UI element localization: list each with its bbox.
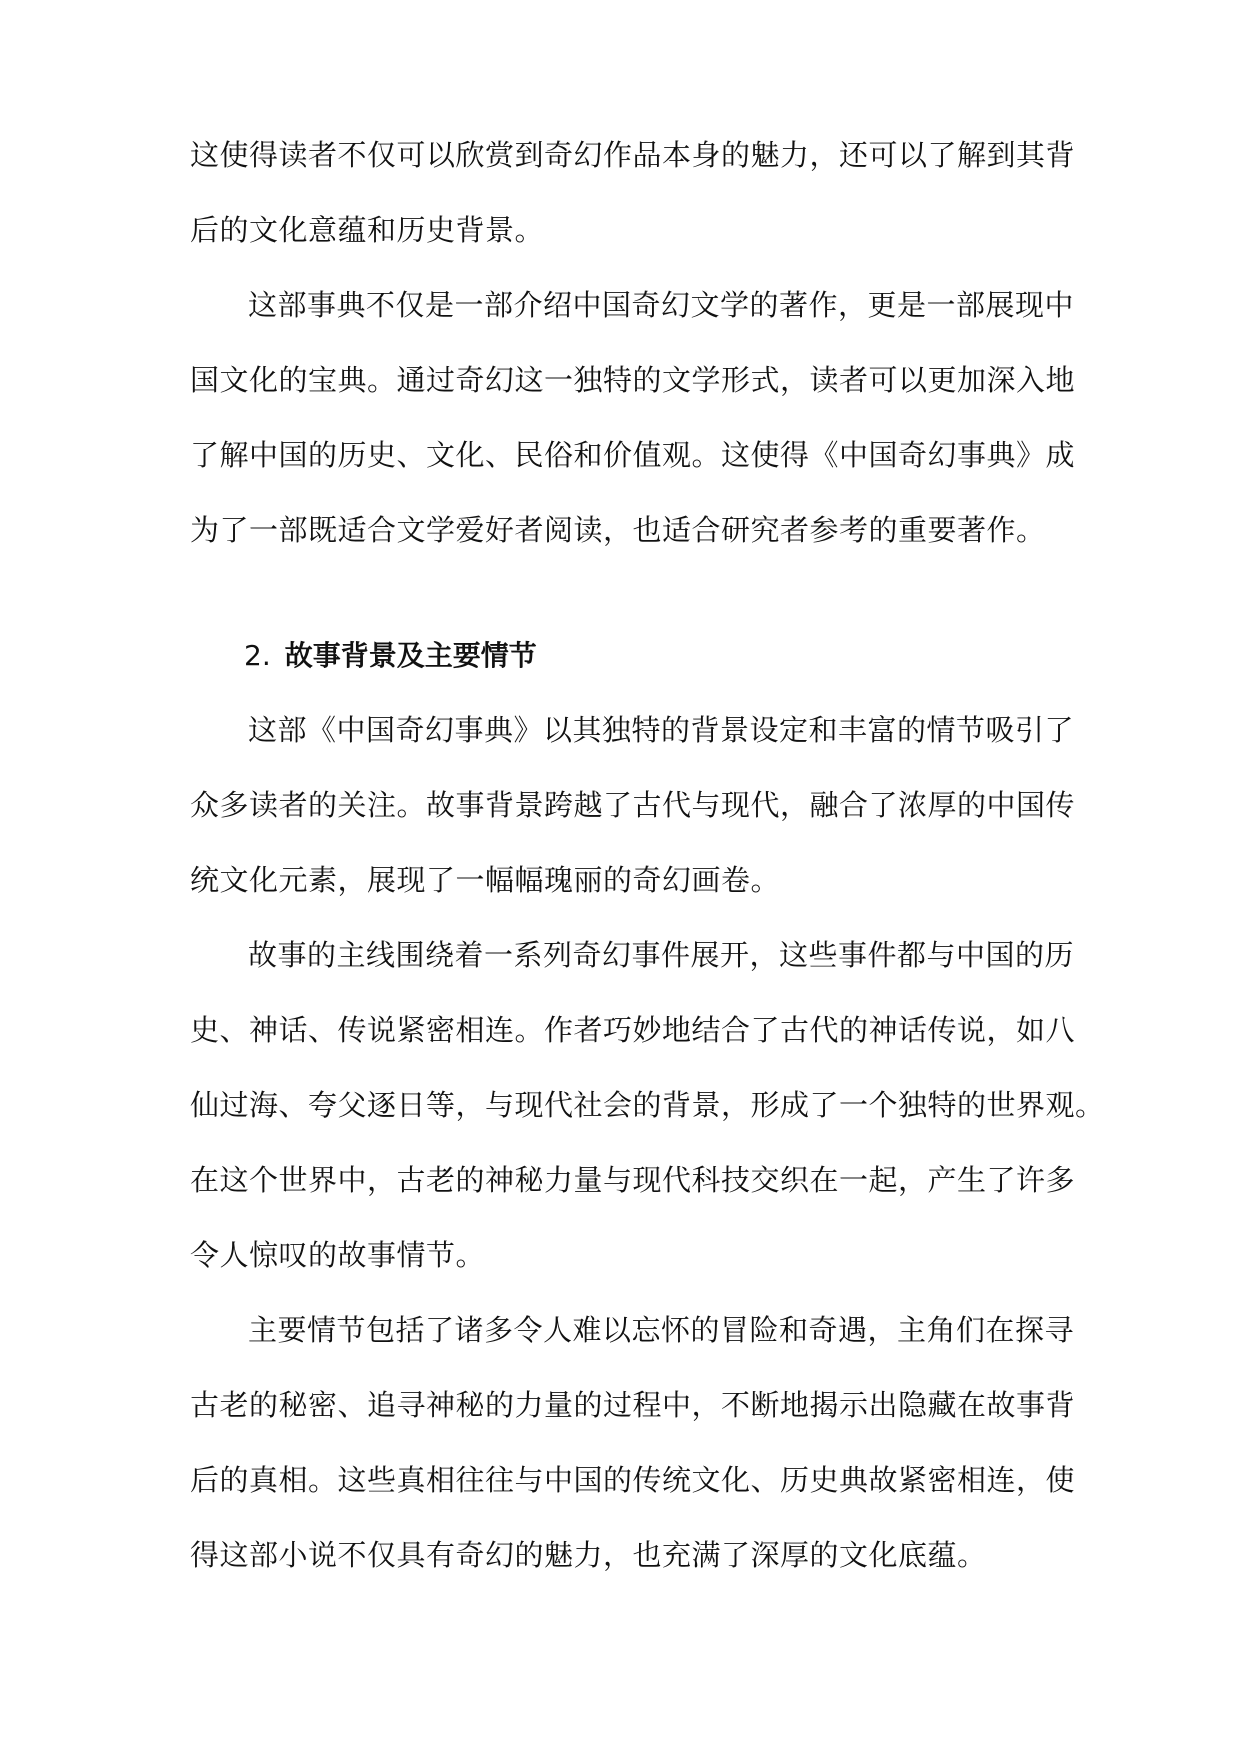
section-number: 2.	[244, 639, 271, 672]
paragraph-3	[190, 693, 1076, 918]
paragraph-line: 史、神话、传说紧密相连。作者巧妙地结合了古代的神话传说，如八	[190, 1013, 1076, 1047]
section-title: 故事背景及主要情节	[284, 639, 537, 672]
paragraph-line: 仙过海、夸父逐日等，与现代社会的背景，形成了一个独特的世界观。	[190, 1088, 1105, 1122]
paragraph-line: 众多读者的关注。故事背景跨越了古代与现代，融合了浓厚的中国传	[190, 788, 1076, 822]
paragraph-line: 后的真相。这些真相往往与中国的传统文化、历史典故紧密相连，使	[190, 1463, 1076, 1497]
paragraph-5	[190, 1293, 1076, 1593]
paragraph-2	[190, 268, 1076, 568]
paragraph-1	[190, 118, 1076, 268]
paragraph-line: 古老的秘密、追寻神秘的力量的过程中，不断地揭示出隐藏在故事背	[190, 1388, 1076, 1422]
paragraph-line: 这部事典不仅是一部介绍中国奇幻文学的著作，更是一部展现中	[248, 288, 1075, 322]
paragraph-line: 故事的主线围绕着一系列奇幻事件展开，这些事件都与中国的历	[248, 938, 1075, 972]
paragraph-line: 国文化的宝典。通过奇幻这一独特的文学形式，读者可以更加深入地	[190, 363, 1076, 397]
paragraph-line: 令人惊叹的故事情节。	[190, 1238, 486, 1272]
paragraph-line: 这使得读者不仅可以欣赏到奇幻作品本身的魅力，还可以了解到其背	[190, 138, 1076, 172]
paragraph-line: 为了一部既适合文学爱好者阅读，也适合研究者参考的重要著作。	[190, 513, 1046, 547]
paragraph-line: 得这部小说不仅具有奇幻的魅力，也充满了深厚的文化底蕴。	[190, 1538, 987, 1572]
paragraph-line: 统文化元素，展现了一幅幅瑰丽的奇幻画卷。	[190, 863, 781, 897]
paragraph-line: 了解中国的历史、文化、民俗和价值观。这使得《中国奇幻事典》成	[190, 438, 1076, 472]
paragraph-line: 这部《中国奇幻事典》以其独特的背景设定和丰富的情节吸引了	[248, 713, 1075, 747]
paragraph-4	[190, 918, 1105, 1293]
section-heading	[244, 618, 537, 693]
paragraph-line: 后的文化意蕴和历史背景。	[190, 213, 545, 247]
paragraph-line: 主要情节包括了诸多令人难以忘怀的冒险和奇遇，主角们在探寻	[248, 1313, 1075, 1347]
paragraph-line: 在这个世界中，古老的神秘力量与现代科技交织在一起，产生了许多	[190, 1163, 1076, 1197]
